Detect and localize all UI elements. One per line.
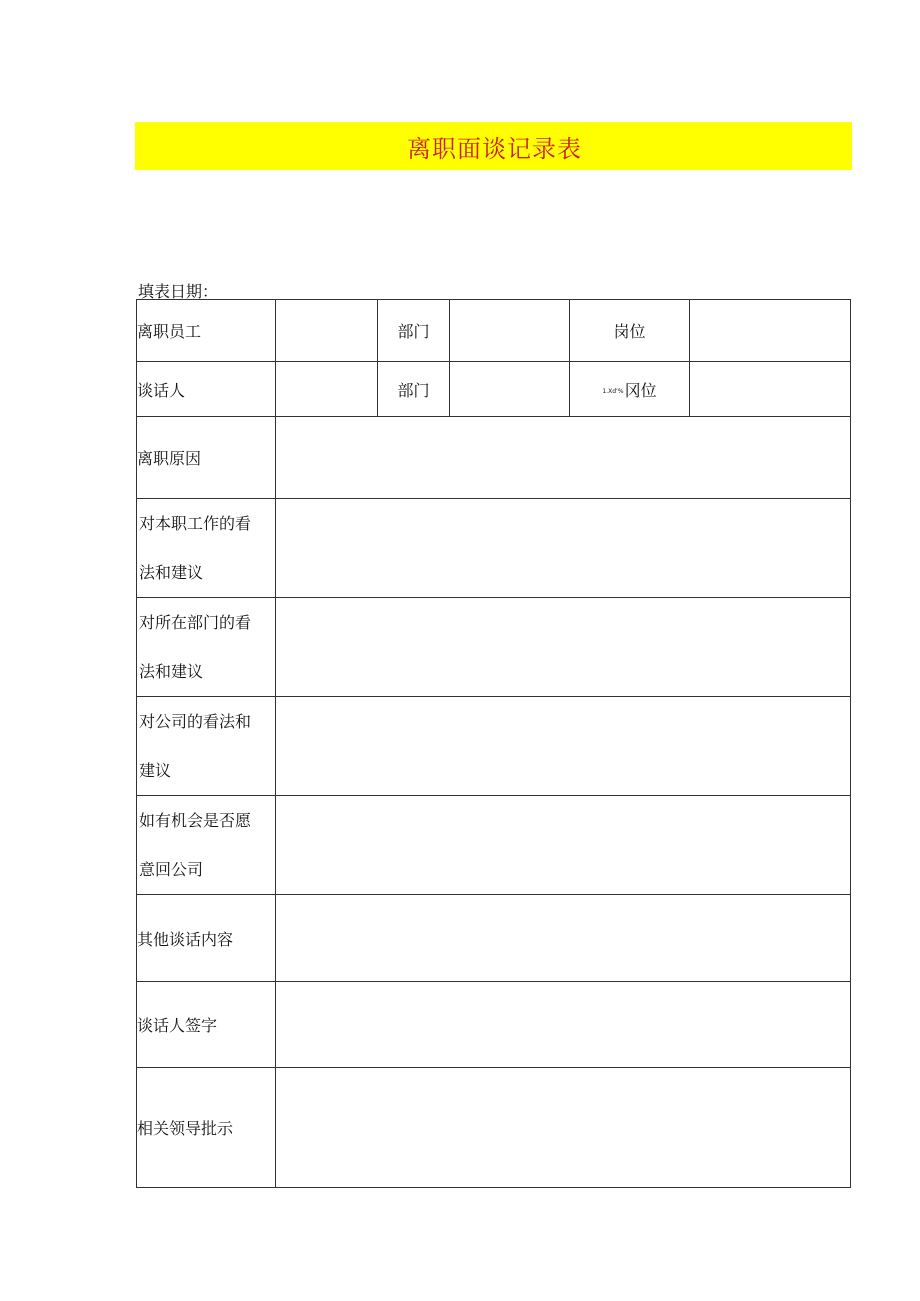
company-opinion-label-line1: 对公司的看法和 <box>139 712 252 731</box>
department-opinion-field[interactable] <box>276 598 851 697</box>
fill-date-label: 填表日期： <box>138 282 219 301</box>
department-label: 部门 <box>378 300 450 362</box>
reason-field[interactable] <box>276 417 851 499</box>
company-opinion-field[interactable] <box>276 697 851 796</box>
return-willingness-label <box>137 796 276 895</box>
table-row-interviewer <box>137 362 851 417</box>
interviewer-position-field[interactable] <box>690 362 851 417</box>
table-row-company-opinion <box>137 697 851 796</box>
position-prefix-artifact: 1.Xd’% <box>602 387 624 395</box>
table-row-leader-approval <box>137 1068 851 1188</box>
other-content-field[interactable] <box>276 895 851 982</box>
interviewer-label: 谈话人 <box>137 362 276 417</box>
employee-label: 离职员工 <box>137 300 276 362</box>
return-willingness-field[interactable] <box>276 796 851 895</box>
table-row-other-content <box>137 895 851 982</box>
table-row-return-willingness <box>137 796 851 895</box>
table-row-job-opinion <box>137 499 851 598</box>
department-opinion-label-line1: 对所在部门的看 <box>139 613 252 632</box>
employee-field[interactable] <box>276 300 378 362</box>
interviewer-field[interactable] <box>276 362 378 417</box>
position-field[interactable] <box>690 300 851 362</box>
interviewer-position-label: 冈位 <box>624 380 657 400</box>
job-opinion-field[interactable] <box>276 499 851 598</box>
reason-label: 离职原因 <box>137 417 276 499</box>
interviewer-department-label: 部门 <box>378 362 450 417</box>
interviewer-signature-label: 谈话人签字 <box>137 982 276 1068</box>
table-row-department-opinion <box>137 598 851 697</box>
interviewer-position-cell <box>570 362 690 417</box>
department-opinion-label-line2: 法和建议 <box>139 662 204 681</box>
company-opinion-label-line2: 建议 <box>139 761 172 780</box>
table-row-interviewer-signature <box>137 982 851 1068</box>
leader-approval-field[interactable] <box>276 1068 851 1188</box>
job-opinion-label-line2: 法和建议 <box>139 563 204 582</box>
other-content-label: 其他谈话内容 <box>137 895 276 982</box>
return-willingness-label-line2: 意回公司 <box>139 860 204 879</box>
position-label: 岗位 <box>570 300 690 362</box>
page-title: 离职面谈记录表 <box>407 134 582 163</box>
job-opinion-label-line1: 对本职工作的看 <box>139 514 252 533</box>
interviewer-department-field[interactable] <box>450 362 570 417</box>
table-row-reason <box>137 417 851 499</box>
title-banner <box>135 122 852 170</box>
return-willingness-label-line1: 如有机会是否愿 <box>139 811 252 830</box>
table-row-employee <box>137 300 851 362</box>
company-opinion-label <box>137 697 276 796</box>
department-field[interactable] <box>450 300 570 362</box>
interview-form-table <box>136 299 851 1188</box>
leader-approval-label: 相关领导批示 <box>137 1068 276 1188</box>
job-opinion-label <box>137 499 276 598</box>
interviewer-signature-field[interactable] <box>276 982 851 1068</box>
department-opinion-label <box>137 598 276 697</box>
